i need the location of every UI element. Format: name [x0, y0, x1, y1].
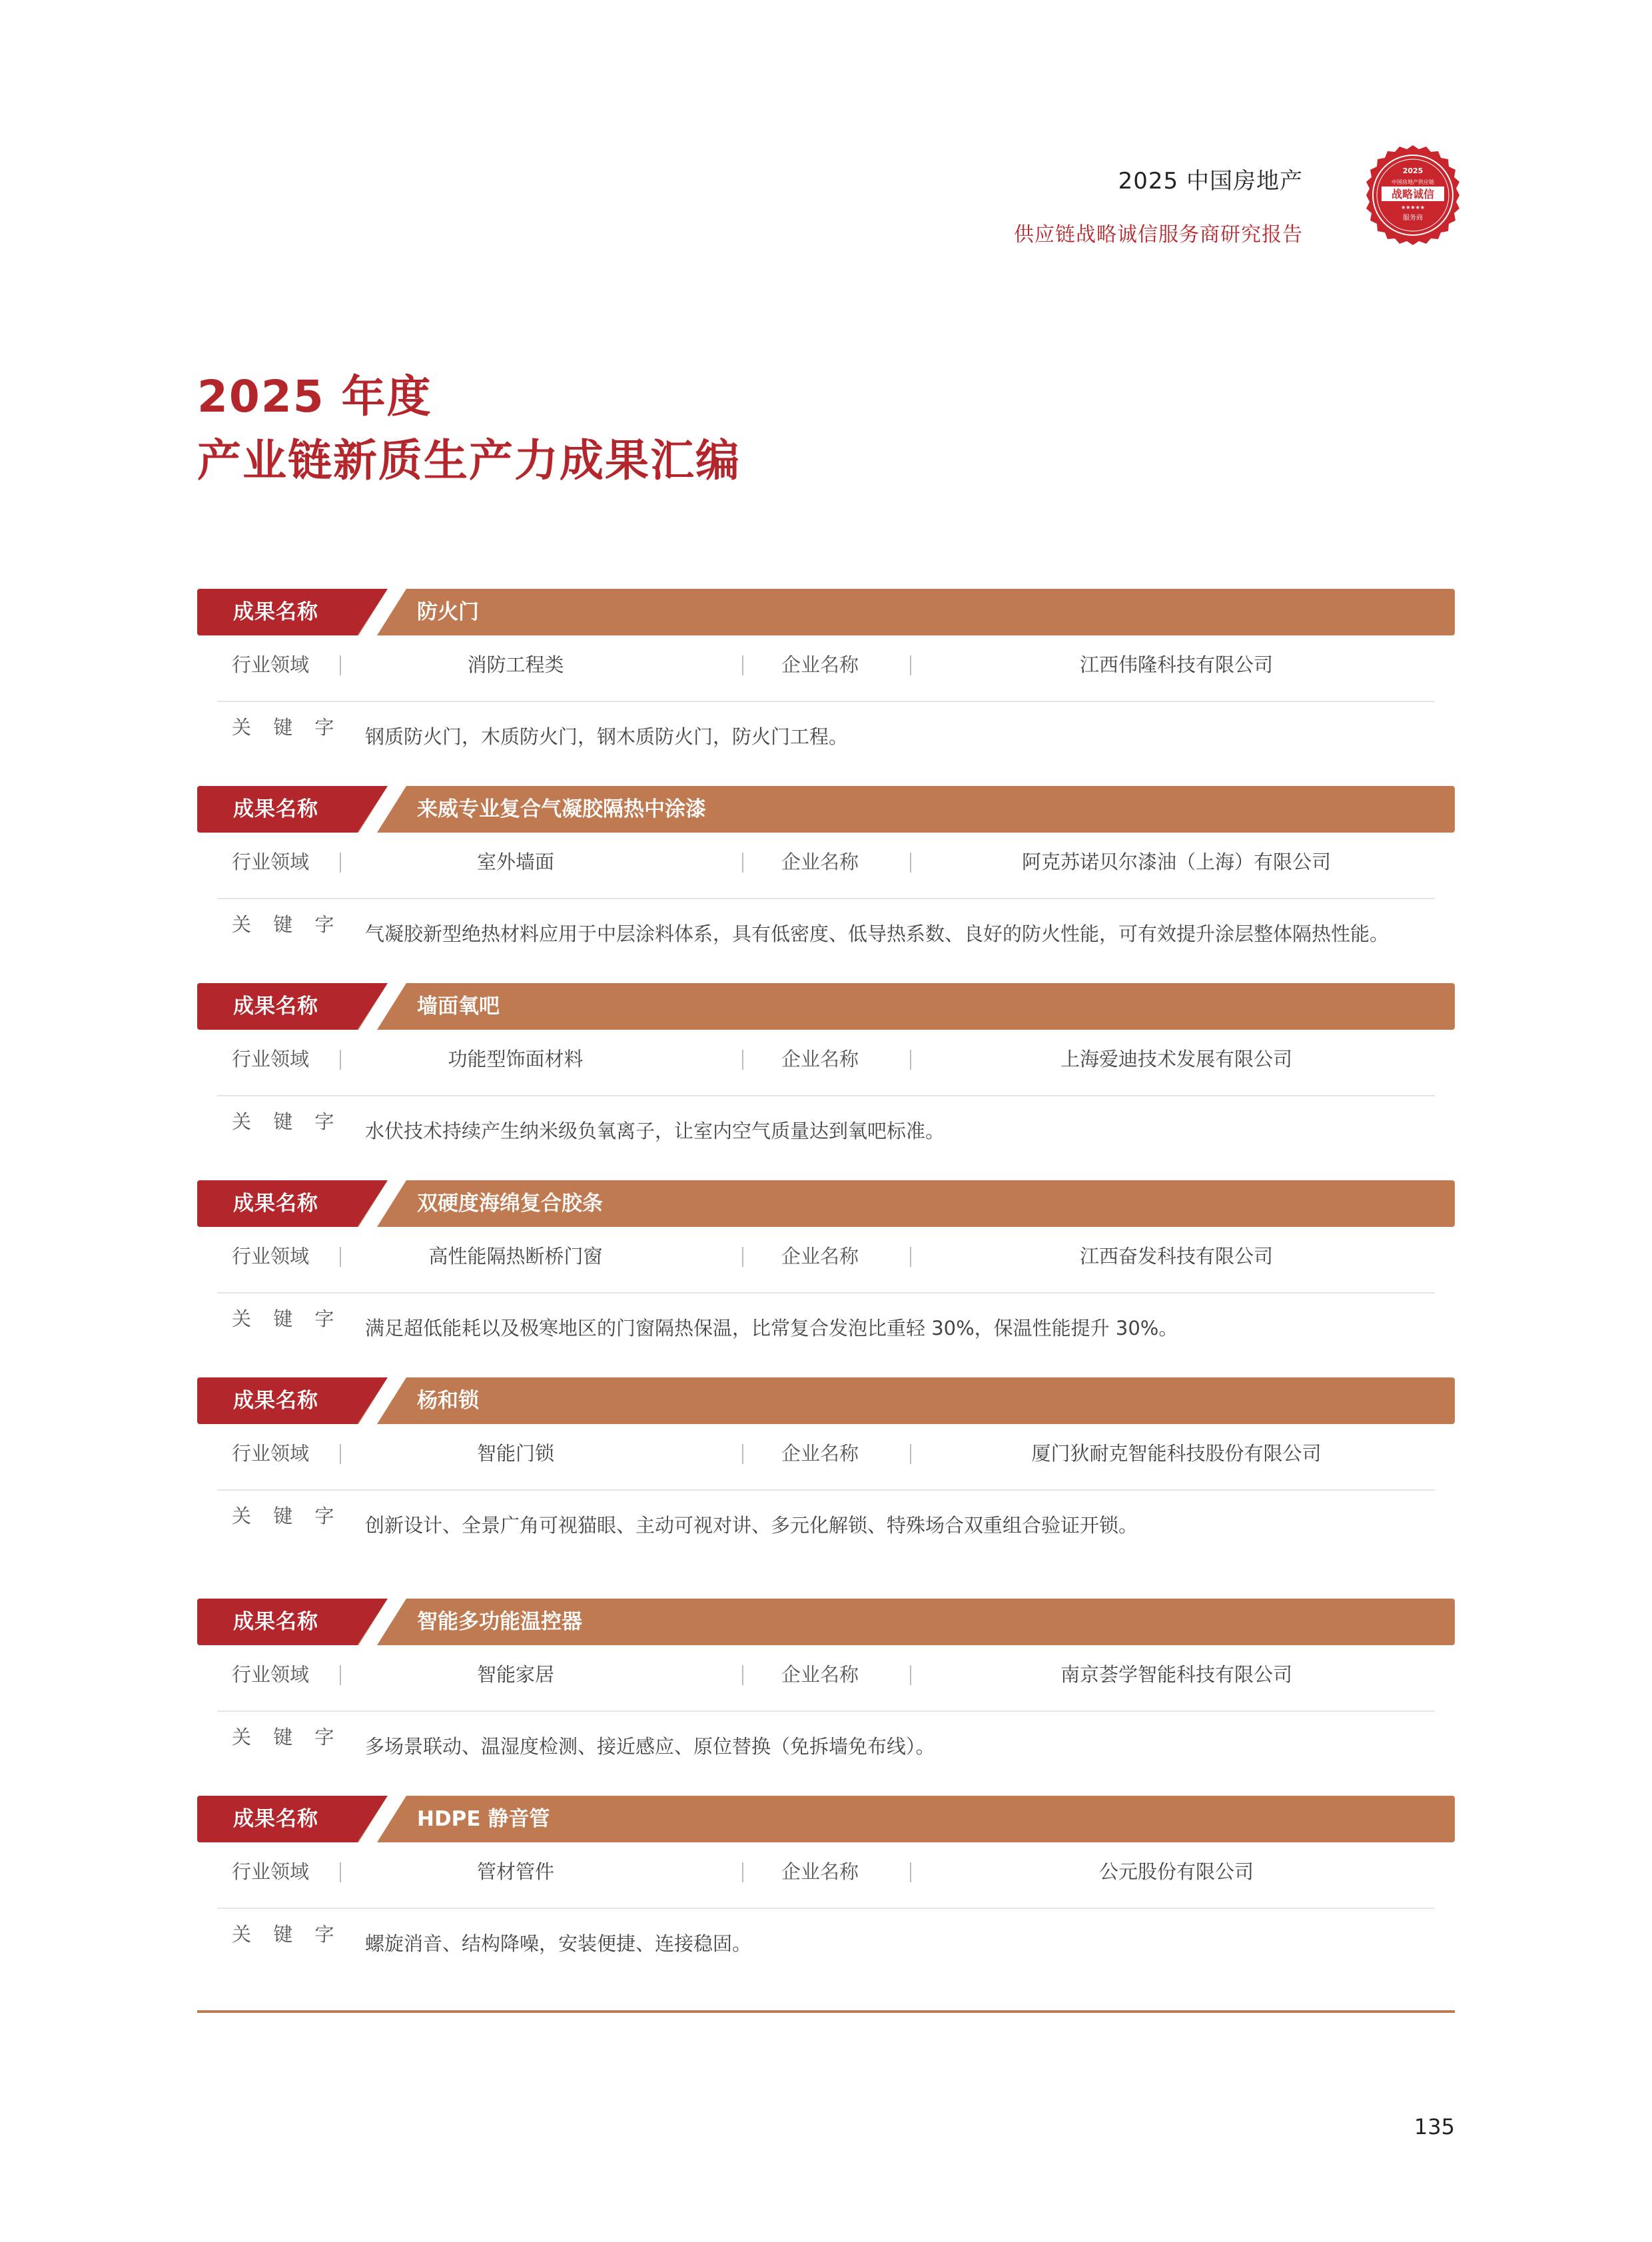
achievement-name: 墙面氧吧: [417, 994, 500, 1018]
keywords-row: [217, 1096, 1435, 1168]
keywords-label: 关 键 字: [232, 1923, 342, 1946]
industry-value: 室外墙面: [476, 851, 554, 873]
info-row: [217, 635, 1435, 702]
achievement-name-bar: [197, 786, 1455, 833]
keywords-label: 关 键 字: [232, 1110, 342, 1133]
achievement-entry: [197, 1377, 1455, 1575]
industry-value: 智能家居: [476, 1663, 554, 1686]
achievement-name-bar: [197, 983, 1455, 1030]
info-row: [217, 1842, 1435, 1909]
keywords-row: [217, 899, 1435, 971]
company-value: 江西伟隆科技有限公司: [1079, 653, 1273, 676]
info-row: [217, 1030, 1435, 1096]
bottom-rule: [197, 2010, 1455, 2013]
industry-label: 行业领域: [232, 1048, 310, 1070]
achievement-entry: [197, 786, 1455, 983]
keywords-row: [217, 1491, 1435, 1563]
achievement-name: 智能多功能温控器: [417, 1610, 582, 1634]
achievement-label: 成果名称: [233, 1192, 318, 1216]
achievement-label: 成果名称: [233, 1807, 318, 1831]
achievement-entry: [197, 1180, 1455, 1377]
achievement-name: 杨和锁: [417, 1389, 479, 1413]
info-row: [217, 833, 1435, 899]
divider: [742, 1444, 743, 1464]
keywords-label: 关 键 字: [232, 1308, 342, 1330]
seal-logo: [1362, 144, 1464, 246]
industry-label: 行业领域: [232, 1663, 310, 1686]
divider: [910, 1665, 911, 1685]
achievement-entry: [197, 983, 1455, 1180]
achievement-label: 成果名称: [233, 1610, 318, 1634]
achievement-name: 防火门: [417, 600, 479, 624]
section-title: [197, 365, 741, 493]
keywords-row: [217, 1909, 1435, 1981]
keywords-label: 关 键 字: [232, 1505, 342, 1527]
divider: [742, 1862, 743, 1882]
info-row: [217, 1424, 1435, 1491]
keywords-value: 螺旋消音、结构降噪，安装便捷、连接稳固。: [365, 1932, 752, 1955]
divider: [910, 1444, 911, 1464]
company-label: 企业名称: [781, 1048, 859, 1070]
company-value: 阿克苏诺贝尔漆油（上海）有限公司: [1021, 851, 1331, 873]
achievement-label: 成果名称: [233, 600, 318, 624]
keywords-value: 满足超低能耗以及极寒地区的门窗隔热保温，比常复合发泡比重轻 30%，保温性能提升 30%。: [365, 1317, 1178, 1339]
industry-label: 行业领域: [232, 1245, 310, 1268]
company-value: 江西奋发科技有限公司: [1079, 1245, 1273, 1268]
divider: [910, 1247, 911, 1267]
industry-value: 高性能隔热断桥门窗: [428, 1245, 603, 1268]
achievement-label: 成果名称: [233, 994, 318, 1018]
divider: [910, 1862, 911, 1882]
keywords-label: 关 键 字: [232, 1726, 342, 1748]
company-label: 企业名称: [781, 1663, 859, 1686]
achievement-list: [197, 589, 1455, 1993]
industry-value: 消防工程类: [467, 653, 564, 676]
industry-label: 行业领域: [232, 1442, 310, 1465]
divider: [910, 853, 911, 873]
svg-text:2025: 2025: [1402, 167, 1424, 175]
company-label: 企业名称: [781, 653, 859, 676]
keywords-row: [217, 1712, 1435, 1784]
industry-value: 功能型饰面材料: [448, 1048, 584, 1070]
keywords-row: [217, 1294, 1435, 1365]
industry-label: 行业领域: [232, 1860, 310, 1883]
achievement-name: 双硬度海绵复合胶条: [417, 1192, 603, 1216]
keywords-value: 创新设计、全景广角可视猫眼、主动可视对讲、多元化解锁、特殊场合双重组合验证开锁。: [365, 1514, 1138, 1537]
company-label: 企业名称: [781, 1442, 859, 1465]
keywords-value: 多场景联动、温湿度检测、接近感应、原位替换（免拆墙免布线）。: [365, 1735, 935, 1758]
company-label: 企业名称: [781, 1245, 859, 1268]
keywords-value: 钢质防火门，木质防火门，钢木质防火门，防火门工程。: [365, 725, 849, 748]
achievement-name-bar: [197, 1796, 1455, 1842]
company-value: 公元股份有限公司: [1098, 1860, 1254, 1883]
divider: [742, 1050, 743, 1070]
section-title-main: 产业链新质生产力成果汇编: [197, 435, 741, 486]
divider: [742, 1247, 743, 1267]
report-title-line2: 供应链战略诚信服务商研究报告: [1014, 223, 1303, 246]
info-row: [217, 1227, 1435, 1294]
report-header: [1014, 163, 1303, 247]
achievement-label: 成果名称: [233, 797, 318, 821]
svg-text:★★★★★: ★★★★★: [1401, 204, 1425, 210]
achievement-name-bar: [197, 1599, 1455, 1645]
company-value: 南京荟学智能科技有限公司: [1060, 1663, 1292, 1686]
keywords-row: [217, 702, 1435, 774]
achievement-entry: [197, 1796, 1455, 1993]
company-value: 上海爱迪技术发展有限公司: [1060, 1048, 1292, 1070]
divider: [910, 1050, 911, 1070]
industry-label: 行业领域: [232, 653, 310, 676]
industry-value: 智能门锁: [476, 1442, 554, 1465]
svg-text:中国房地产供应链: 中国房地产供应链: [1392, 179, 1434, 185]
info-row: [217, 1645, 1435, 1712]
keywords-label: 关 键 字: [232, 716, 342, 739]
keywords-value: 气凝胶新型绝热材料应用于中层涂料体系，具有低密度、低导热系数、良好的防火性能，可有效提升涂层整体隔热性能。: [365, 923, 1390, 945]
divider: [742, 853, 743, 873]
industry-value: 管材管件: [476, 1860, 554, 1883]
divider: [742, 655, 743, 675]
achievement-label: 成果名称: [233, 1389, 318, 1413]
achievement-name: HDPE 静音管: [417, 1807, 550, 1831]
achievement-name-bar: [197, 589, 1455, 635]
divider: [742, 1665, 743, 1685]
keywords-value: 水伏技术持续产生纳米级负氧离子，让室内空气质量达到氧吧标准。: [365, 1120, 945, 1142]
report-title-line1: 2025 中国房地产: [1118, 168, 1303, 194]
company-label: 企业名称: [781, 851, 859, 873]
keywords-label: 关 键 字: [232, 913, 342, 936]
svg-text:战略诚信: 战略诚信: [1391, 188, 1435, 200]
achievement-name-bar: [197, 1377, 1455, 1424]
company-value: 厦门狄耐克智能科技股份有限公司: [1031, 1442, 1322, 1465]
svg-text:服务商: 服务商: [1403, 214, 1423, 222]
achievement-name-bar: [197, 1180, 1455, 1227]
page-number: 135: [1414, 2114, 1455, 2139]
divider: [910, 655, 911, 675]
section-title-year: 2025 年度: [197, 371, 432, 422]
achievement-entry: [197, 1599, 1455, 1796]
achievement-name: 来威专业复合气凝胶隔热中涂漆: [417, 797, 706, 821]
company-label: 企业名称: [781, 1860, 859, 1883]
achievement-entry: [197, 589, 1455, 786]
industry-label: 行业领域: [232, 851, 310, 873]
